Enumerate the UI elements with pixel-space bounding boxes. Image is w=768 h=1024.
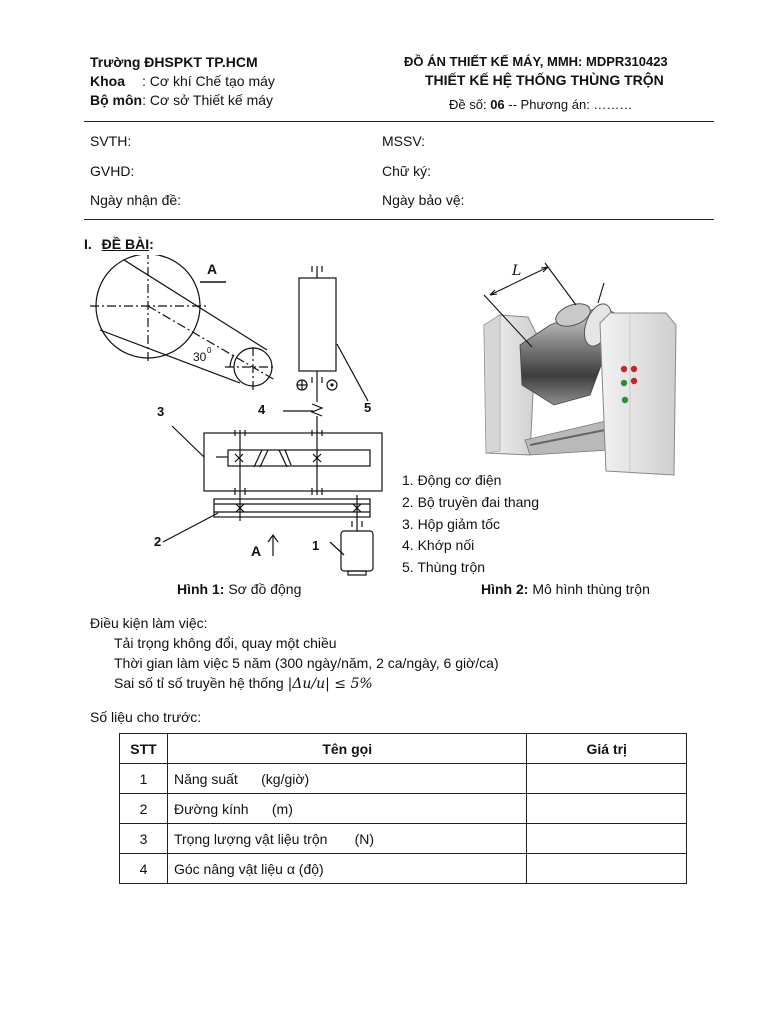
data-title: Số liệu cho trước:	[90, 709, 202, 725]
faculty-line	[90, 72, 275, 90]
row-name: Góc nâng vật liệu α (độ)	[167, 854, 526, 884]
row-stt: 4	[120, 854, 168, 884]
faculty-label: Khoa	[90, 73, 125, 89]
row-name: Đường kính (m)	[167, 794, 526, 824]
figure-1-label: Hình 1:	[177, 581, 225, 597]
header-name: Tên gọi	[167, 734, 526, 764]
table-row	[120, 824, 687, 854]
row-name: Trọng lượng vật liệu trộn (N)	[167, 824, 526, 854]
condition-time: Thời gian làm việc 5 năm (300 ngày/năm, 2 ca/ngày, 6 giờ/ca)	[114, 655, 499, 671]
defense-date-field: Ngày bảo vệ:	[382, 192, 465, 208]
label-5: 5	[364, 400, 372, 415]
section-title: ĐỀ BÀI	[101, 236, 150, 252]
advisor-field: GVHD:	[90, 163, 135, 179]
dimension-l-label: L	[512, 263, 522, 279]
department-label: Bộ môn	[90, 92, 143, 108]
topic-label: Đề số:	[449, 97, 491, 112]
signature-field: Chữ ký:	[382, 163, 432, 179]
project-line: ĐỒ ÁN THIẾT KẾ MÁY, MMH: MDPR310423	[404, 54, 668, 69]
option-text: -- Phương án: ………	[504, 97, 633, 112]
component-2: 2. Bộ truyền đai thang	[402, 494, 539, 510]
section-number: I.	[84, 236, 92, 252]
label-3: 3	[157, 404, 165, 419]
specs-table	[119, 733, 687, 884]
row-stt: 1	[120, 764, 168, 794]
topic-line	[449, 96, 632, 114]
project-title: THIẾT KẾ HỆ THỐNG THÙNG TRỘN	[425, 72, 664, 88]
student-id-field: MSSV:	[382, 133, 426, 149]
school-name: Trường ĐHSPKT TP.HCM	[90, 54, 258, 70]
figure-2-label: Hình 2:	[481, 581, 529, 597]
kinematic-diagram	[80, 255, 400, 585]
component-1: 1. Động cơ điện	[402, 472, 502, 488]
angle-superscript: 0	[207, 346, 212, 355]
condition-error-prefix: Sai số tỉ số truyền hệ thống	[114, 675, 288, 691]
component-4: 4. Khớp nối	[402, 537, 475, 553]
condition-load: Tải trọng không đổi, quay một chiều	[114, 635, 337, 651]
figure-2-caption	[481, 580, 650, 598]
table-row	[120, 854, 687, 884]
student-field: SVTH:	[90, 133, 132, 149]
conditions-title: Điều kiện làm việc:	[90, 615, 208, 631]
label-2: 2	[154, 534, 162, 549]
condition-error	[114, 674, 373, 693]
component-5: 5. Thùng trộn	[402, 559, 486, 575]
row-value[interactable]	[527, 794, 687, 824]
table-header-row	[120, 734, 687, 764]
faculty-value: : Cơ khí Chế tạo máy	[142, 73, 275, 89]
error-formula: |Δu/u| ≤ 5%	[287, 676, 373, 692]
row-value[interactable]	[527, 764, 687, 794]
table-row	[120, 794, 687, 824]
figure-1-caption	[177, 580, 301, 598]
component-3: 3. Hộp giảm tốc	[402, 516, 501, 532]
label-4: 4	[258, 402, 266, 417]
row-stt: 2	[120, 794, 168, 824]
department-value: : Cơ sở Thiết kế máy	[142, 92, 274, 108]
header-value: Giá trị	[527, 734, 687, 764]
angle-label: 30	[193, 350, 207, 364]
divider	[84, 219, 714, 220]
divider	[84, 121, 714, 122]
label-1: 1	[312, 538, 320, 553]
row-value[interactable]	[527, 824, 687, 854]
table-row	[120, 764, 687, 794]
row-name: Năng suất (kg/giờ)	[167, 764, 526, 794]
received-date-field: Ngày nhận đề:	[90, 192, 182, 208]
row-value[interactable]	[527, 854, 687, 884]
mixer-photo	[470, 255, 690, 480]
section-colon: :	[149, 236, 154, 252]
department-line	[90, 91, 273, 109]
view-a-label: A	[207, 261, 218, 277]
figure-2-text: Mô hình thùng trộn	[528, 581, 650, 597]
header-stt: STT	[120, 734, 168, 764]
figure-1-text: Sơ đồ động	[224, 581, 302, 597]
arrow-a-label: A	[251, 543, 262, 559]
topic-number: 06	[490, 97, 505, 112]
section-heading	[84, 235, 154, 253]
row-stt: 3	[120, 824, 168, 854]
